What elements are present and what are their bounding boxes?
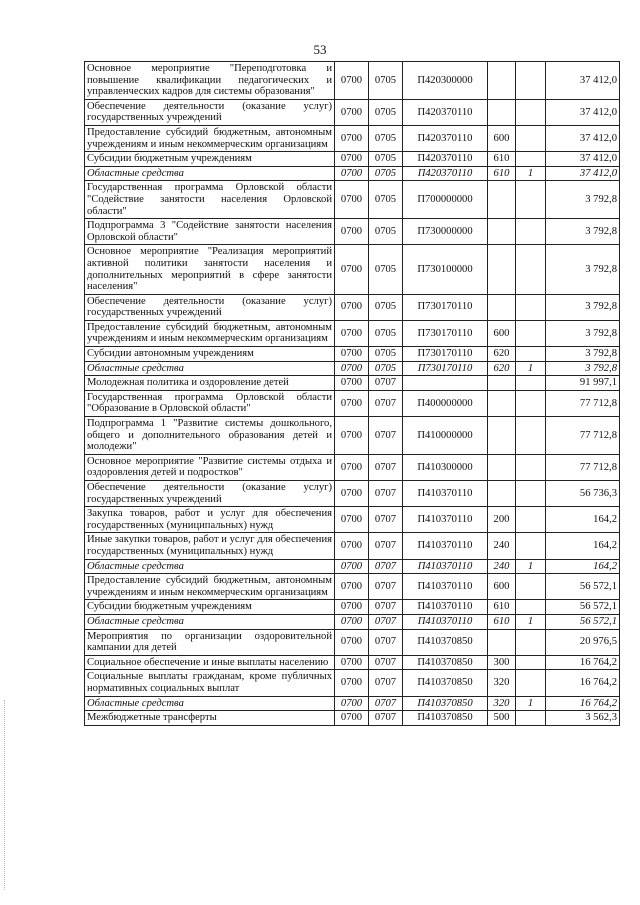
row-expense-type-cell: 300 [488, 655, 516, 670]
row-subsection-cell: 0707 [369, 376, 403, 391]
row-section-cell: 0700 [335, 245, 369, 294]
row-name-cell: Областные средства [85, 361, 335, 376]
table-row [85, 600, 620, 615]
row-subsection-cell: 0707 [369, 417, 403, 455]
row-amount-cell: 37 412,0 [546, 125, 620, 151]
row-expense-type-cell: 240 [488, 559, 516, 574]
row-subsection-cell: 0705 [369, 347, 403, 362]
table-row [85, 614, 620, 629]
row-amount-cell: 3 562,3 [546, 711, 620, 726]
row-name-cell: Иные закупки товаров, работ и услуг для обеспечения государственных (муниципальных) нужд [85, 533, 335, 559]
row-section-cell: 0700 [335, 181, 369, 219]
row-name-cell: Предоставление субсидий бюджетным, автономным учреждениям и иным некоммерческим организациям [85, 320, 335, 346]
row-expense-type-cell: 600 [488, 320, 516, 346]
margin-dots [4, 700, 6, 890]
row-section-cell: 0700 [335, 152, 369, 167]
row-target-article-cell: П700000000 [403, 181, 488, 219]
row-source-cell: 1 [516, 166, 546, 181]
row-section-cell: 0700 [335, 376, 369, 391]
row-section-cell: 0700 [335, 533, 369, 559]
row-subsection-cell: 0705 [369, 125, 403, 151]
row-source-cell [516, 347, 546, 362]
row-section-cell: 0700 [335, 361, 369, 376]
row-target-article-cell: П410370110 [403, 481, 488, 507]
row-name-cell: Государственная программа Орловской области "Образование в Орловской области" [85, 390, 335, 416]
row-source-cell [516, 655, 546, 670]
row-amount-cell: 3 792,8 [546, 245, 620, 294]
row-amount-cell: 3 792,8 [546, 181, 620, 219]
table-row [85, 481, 620, 507]
row-source-cell [516, 294, 546, 320]
row-target-article-cell: П410000000 [403, 417, 488, 455]
row-subsection-cell: 0707 [369, 670, 403, 696]
row-target-article-cell: П420370110 [403, 166, 488, 181]
row-section-cell: 0700 [335, 99, 369, 125]
row-amount-cell: 56 572,1 [546, 574, 620, 600]
row-source-cell [516, 629, 546, 655]
table-row [85, 219, 620, 245]
row-subsection-cell: 0705 [369, 181, 403, 219]
row-name-cell: Областные средства [85, 559, 335, 574]
row-section-cell: 0700 [335, 670, 369, 696]
row-amount-cell: 37 412,0 [546, 99, 620, 125]
row-expense-type-cell: 320 [488, 670, 516, 696]
row-source-cell [516, 320, 546, 346]
row-subsection-cell: 0705 [369, 219, 403, 245]
row-source-cell: 1 [516, 559, 546, 574]
row-amount-cell: 164,2 [546, 533, 620, 559]
row-source-cell [516, 376, 546, 391]
row-name-cell: Субсидии бюджетным учреждениям [85, 600, 335, 615]
table-row [85, 125, 620, 151]
table-row [85, 245, 620, 294]
table-row [85, 320, 620, 346]
row-section-cell: 0700 [335, 559, 369, 574]
row-expense-type-cell: 500 [488, 711, 516, 726]
row-name-cell: Социальные выплаты гражданам, кроме публичных нормативных социальных выплат [85, 670, 335, 696]
row-source-cell [516, 390, 546, 416]
row-subsection-cell: 0707 [369, 614, 403, 629]
row-name-cell: Областные средства [85, 696, 335, 711]
row-target-article-cell: П730100000 [403, 245, 488, 294]
row-subsection-cell: 0707 [369, 655, 403, 670]
row-subsection-cell: 0707 [369, 454, 403, 480]
row-source-cell [516, 454, 546, 480]
row-source-cell [516, 533, 546, 559]
row-subsection-cell: 0705 [369, 99, 403, 125]
table-row [85, 711, 620, 726]
row-section-cell: 0700 [335, 711, 369, 726]
row-expense-type-cell [488, 481, 516, 507]
row-section-cell: 0700 [335, 614, 369, 629]
row-source-cell [516, 99, 546, 125]
row-expense-type-cell: 600 [488, 574, 516, 600]
row-expense-type-cell [488, 181, 516, 219]
row-target-article-cell: П730170110 [403, 294, 488, 320]
table-row [85, 696, 620, 711]
row-amount-cell: 37 412,0 [546, 62, 620, 100]
row-subsection-cell: 0705 [369, 245, 403, 294]
row-target-article-cell: П410300000 [403, 454, 488, 480]
row-subsection-cell: 0705 [369, 62, 403, 100]
row-target-article-cell: П730170110 [403, 320, 488, 346]
row-source-cell: 1 [516, 696, 546, 711]
row-expense-type-cell [488, 245, 516, 294]
table-row [85, 62, 620, 100]
row-subsection-cell: 0707 [369, 711, 403, 726]
table-row [85, 559, 620, 574]
row-source-cell [516, 670, 546, 696]
row-expense-type-cell: 610 [488, 614, 516, 629]
row-source-cell [516, 62, 546, 100]
row-target-article-cell: П410370850 [403, 696, 488, 711]
table-row [85, 507, 620, 533]
row-source-cell [516, 711, 546, 726]
row-expense-type-cell [488, 219, 516, 245]
row-name-cell: Государственная программа Орловской области "Содействие занятости населения Орловской области" [85, 181, 335, 219]
row-amount-cell: 56 572,1 [546, 614, 620, 629]
row-source-cell [516, 219, 546, 245]
row-subsection-cell: 0707 [369, 574, 403, 600]
row-name-cell: Предоставление субсидий бюджетным, автономным учреждениям и иным некоммерческим организациям [85, 125, 335, 151]
row-amount-cell: 37 412,0 [546, 166, 620, 181]
row-expense-type-cell: 600 [488, 125, 516, 151]
row-amount-cell: 77 712,8 [546, 417, 620, 455]
budget-table-body [85, 62, 620, 726]
row-source-cell [516, 125, 546, 151]
row-expense-type-cell [488, 294, 516, 320]
table-row [85, 181, 620, 219]
row-expense-type-cell [488, 99, 516, 125]
row-section-cell: 0700 [335, 166, 369, 181]
row-section-cell: 0700 [335, 320, 369, 346]
row-name-cell: Обеспечение деятельности (оказание услуг) государственных учреждений [85, 99, 335, 125]
row-target-article-cell: П420370110 [403, 125, 488, 151]
row-name-cell: Подпрограмма 3 "Содействие занятости населения Орловской области" [85, 219, 335, 245]
budget-table [84, 61, 620, 726]
row-expense-type-cell: 200 [488, 507, 516, 533]
row-name-cell: Межбюджетные трансферты [85, 711, 335, 726]
row-section-cell: 0700 [335, 629, 369, 655]
row-expense-type-cell [488, 417, 516, 455]
row-target-article-cell: П410370850 [403, 670, 488, 696]
row-amount-cell: 3 792,8 [546, 294, 620, 320]
row-target-article-cell: П730170110 [403, 361, 488, 376]
table-row [85, 294, 620, 320]
row-name-cell: Обеспечение деятельности (оказание услуг) государственных учреждений [85, 481, 335, 507]
row-source-cell [516, 245, 546, 294]
row-expense-type-cell: 320 [488, 696, 516, 711]
row-expense-type-cell [488, 62, 516, 100]
row-expense-type-cell: 620 [488, 361, 516, 376]
table-row [85, 376, 620, 391]
row-section-cell: 0700 [335, 481, 369, 507]
row-target-article-cell: П410370110 [403, 574, 488, 600]
row-subsection-cell: 0705 [369, 152, 403, 167]
row-subsection-cell: 0707 [369, 481, 403, 507]
table-row [85, 670, 620, 696]
row-subsection-cell: 0707 [369, 629, 403, 655]
table-row [85, 417, 620, 455]
row-section-cell: 0700 [335, 390, 369, 416]
table-row [85, 361, 620, 376]
row-source-cell [516, 507, 546, 533]
row-name-cell: Областные средства [85, 166, 335, 181]
row-subsection-cell: 0707 [369, 507, 403, 533]
row-amount-cell: 164,2 [546, 559, 620, 574]
table-row [85, 152, 620, 167]
row-amount-cell: 20 976,5 [546, 629, 620, 655]
table-row [85, 574, 620, 600]
row-target-article-cell: П420370110 [403, 99, 488, 125]
row-source-cell [516, 152, 546, 167]
row-target-article-cell: П410370850 [403, 629, 488, 655]
row-subsection-cell: 0707 [369, 390, 403, 416]
table-row [85, 390, 620, 416]
row-source-cell: 1 [516, 361, 546, 376]
row-target-article-cell: П730000000 [403, 219, 488, 245]
row-name-cell: Областные средства [85, 614, 335, 629]
row-target-article-cell: П410370850 [403, 711, 488, 726]
row-amount-cell: 91 997,1 [546, 376, 620, 391]
row-section-cell: 0700 [335, 417, 369, 455]
row-target-article-cell: П420300000 [403, 62, 488, 100]
row-section-cell: 0700 [335, 125, 369, 151]
row-amount-cell: 3 792,8 [546, 219, 620, 245]
row-name-cell: Основное мероприятие "Развитие системы отдыха и оздоровления детей и подростков" [85, 454, 335, 480]
row-amount-cell: 77 712,8 [546, 390, 620, 416]
table-row [85, 347, 620, 362]
row-section-cell: 0700 [335, 62, 369, 100]
row-name-cell: Предоставление субсидий бюджетным, автономным учреждениям и иным некоммерческим организациям [85, 574, 335, 600]
row-section-cell: 0700 [335, 294, 369, 320]
row-source-cell [516, 600, 546, 615]
table-row [85, 629, 620, 655]
row-name-cell: Мероприятия по организации оздоровительной кампании для детей [85, 629, 335, 655]
row-section-cell: 0700 [335, 655, 369, 670]
row-section-cell: 0700 [335, 219, 369, 245]
row-amount-cell: 77 712,8 [546, 454, 620, 480]
row-subsection-cell: 0705 [369, 361, 403, 376]
row-section-cell: 0700 [335, 454, 369, 480]
row-target-article-cell [403, 376, 488, 391]
row-amount-cell: 3 792,8 [546, 320, 620, 346]
row-subsection-cell: 0705 [369, 294, 403, 320]
row-target-article-cell: П410370110 [403, 559, 488, 574]
row-name-cell: Основное мероприятие "Реализация мероприятий активной политики занятости населения и дополнительных мероприятий в сфере занятости населения" [85, 245, 335, 294]
row-subsection-cell: 0707 [369, 600, 403, 615]
row-subsection-cell: 0707 [369, 559, 403, 574]
row-name-cell: Субсидии автономным учреждениям [85, 347, 335, 362]
table-row [85, 655, 620, 670]
row-subsection-cell: 0705 [369, 166, 403, 181]
row-name-cell: Закупка товаров, работ и услуг для обеспечения государственных (муниципальных) нужд [85, 507, 335, 533]
row-section-cell: 0700 [335, 696, 369, 711]
row-source-cell: 1 [516, 614, 546, 629]
row-expense-type-cell [488, 390, 516, 416]
row-name-cell: Молодежная политика и оздоровление детей [85, 376, 335, 391]
row-section-cell: 0700 [335, 574, 369, 600]
table-row [85, 166, 620, 181]
row-target-article-cell: П410370110 [403, 507, 488, 533]
row-amount-cell: 16 764,2 [546, 670, 620, 696]
row-expense-type-cell: 610 [488, 600, 516, 615]
table-row [85, 99, 620, 125]
row-name-cell: Подпрограмма 1 "Развитие системы дошкольного, общего и дополнительного образования детей и молодежи" [85, 417, 335, 455]
row-expense-type-cell: 610 [488, 166, 516, 181]
row-target-article-cell: П400000000 [403, 390, 488, 416]
row-source-cell [516, 481, 546, 507]
row-subsection-cell: 0705 [369, 320, 403, 346]
row-expense-type-cell: 240 [488, 533, 516, 559]
row-amount-cell: 3 792,8 [546, 347, 620, 362]
table-row [85, 533, 620, 559]
table-row [85, 454, 620, 480]
row-amount-cell: 37 412,0 [546, 152, 620, 167]
row-section-cell: 0700 [335, 600, 369, 615]
page-number: 53 [313, 42, 327, 57]
row-name-cell: Обеспечение деятельности (оказание услуг) государственных учреждений [85, 294, 335, 320]
row-expense-type-cell [488, 629, 516, 655]
row-expense-type-cell: 610 [488, 152, 516, 167]
row-source-cell [516, 574, 546, 600]
row-expense-type-cell: 620 [488, 347, 516, 362]
row-expense-type-cell [488, 454, 516, 480]
row-amount-cell: 16 764,2 [546, 696, 620, 711]
row-subsection-cell: 0707 [369, 533, 403, 559]
row-source-cell [516, 181, 546, 219]
row-name-cell: Субсидии бюджетным учреждениям [85, 152, 335, 167]
row-source-cell [516, 417, 546, 455]
row-target-article-cell: П410370850 [403, 655, 488, 670]
row-section-cell: 0700 [335, 347, 369, 362]
row-subsection-cell: 0707 [369, 696, 403, 711]
row-amount-cell: 56 736,3 [546, 481, 620, 507]
row-expense-type-cell [488, 376, 516, 391]
row-target-article-cell: П410370110 [403, 533, 488, 559]
row-target-article-cell: П410370110 [403, 614, 488, 629]
row-amount-cell: 16 764,2 [546, 655, 620, 670]
row-amount-cell: 56 572,1 [546, 600, 620, 615]
row-target-article-cell: П410370110 [403, 600, 488, 615]
row-target-article-cell: П420370110 [403, 152, 488, 167]
row-amount-cell: 3 792,8 [546, 361, 620, 376]
row-name-cell: Социальное обеспечение и иные выплаты населению [85, 655, 335, 670]
row-amount-cell: 164,2 [546, 507, 620, 533]
row-target-article-cell: П730170110 [403, 347, 488, 362]
row-section-cell: 0700 [335, 507, 369, 533]
row-name-cell: Основное мероприятие "Переподготовка и повышение квалификации педагогических и управленческих кадров для системы образования" [85, 62, 335, 100]
